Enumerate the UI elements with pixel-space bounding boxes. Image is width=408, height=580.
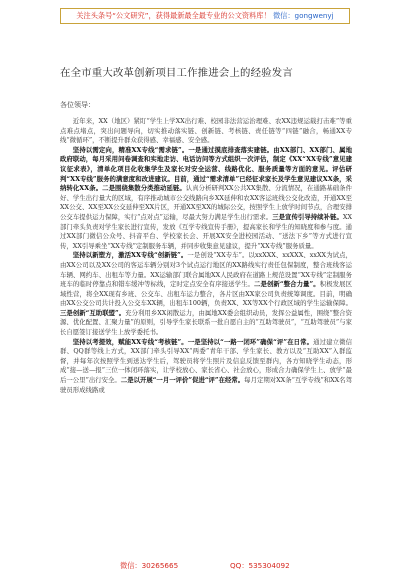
text-7: 通过建立微信群、QQ群等线上方式，XX部门牵头引导XX“两委”青年干部、学生家长、教方以及“互助XX”入群监督，并每年次按照学生到送达学生后，驾驶员将学生照片及信息反馈至群内，各方知晓学生动态，形成“接—送—报”三位一体闭环落实，让学校放心、家长省心、社会放心，形成合力确保学生上、放学“最后一公里”出行安全。 <box>60 337 352 385</box>
top-banner <box>60 8 350 24</box>
subheading-6: 一是坚持以“一路一闭环”确保“评”在日常。 <box>187 337 314 346</box>
heading-demand-chain: 坚持以需定向，精准XX专线“需求链”。 <box>72 145 189 154</box>
footer-qq: QQ：535304092 <box>230 561 290 570</box>
heading-innovation-chain: 坚持以新塑方，激活XX专线“创新链”。 <box>72 251 188 260</box>
banner-promo-text: 关注头条号“公文研究”，获得最新最全最专业的公文资料库！ <box>76 11 271 20</box>
paragraph-demand <box>60 146 352 252</box>
document-title: 在全市重大改革创新项目工作推进会上的经验发言 <box>60 67 293 79</box>
heading-assessment-chain: 坚持以考提效，赋能XX专线“考核链”。 <box>72 337 188 346</box>
subheading-1: 一是通过摸底排查落实建链。由XX部门、XX部门、属地政府联动，每月采用问卷调查和实地走访、电话访问等方式组织一次评估，制定《XX“XX专线”意见建议征求表》，清单化项目化收集学生及家长对安全运营、线路优化、服务质量等方面的意见。评估研判“XX专线”服务的满意度和改进建议。目前，通过“需求清单”已经征求家长及学生意见建议XX条，采纳转化XX条。 <box>60 145 352 193</box>
document-salutation: 各位领导： <box>60 101 95 109</box>
subheading-3: 三是宣传引导持续补链。 <box>272 212 343 221</box>
document-body <box>60 117 352 549</box>
text-5: 积极发展区域性营，将全XX现有乡班、公交车、出租车运力整合，各片区由XX家公司负责统筹调度。目前，明确由XX公交公司共计投入公交车XX辆，出租车100辆，负责XX、XX等XX个行政区域的学生运输保障。 <box>60 280 352 308</box>
footer-contact <box>60 560 350 572</box>
banner-wechat-id: 微信：gongwenyj <box>272 11 334 20</box>
subheading-7: 二是以开展“一月一评价”促进“评”在经常。 <box>120 376 245 385</box>
text-4: 一是创设“XX专车”。以xxXXX、xxXXX、xxXX为试点，由XX公司以及XX公司的客运车辆分别对3个试点运行地区的XX路线实行责任包保制度，整合班线客运车辆、网约车、出租车等力量。XX运输部门联合属地XX人民政府在道路上规范设置“XX专线”定制服务班车的临时停靠点和错车缓冲等标线，定时定点安全有序接送学生。 <box>60 251 352 289</box>
paragraph-intro: 近年来，XX（地区）紧盯“学生上学XX出行难、校园非法营运治理难、农XX违规运载打击难”等重点难点堵点，突出问题导向，切实推动落实链、创新链、考核链、责任链等“四链”融合，畅通XX专线“微循环”，不断提升群众获得感、幸福感、安全感。 <box>60 117 352 145</box>
subheading-2: 二是围绕集散分类推动延链。 <box>102 184 186 193</box>
text-2: 认真分析研判XX公共XX集散、分流情况，在通路基础条件好、学生出行量大的区域，有序推动城市公交线路向乡XX延伸和农XX客运班线公交化改造，开通XX至XX公交、XX至XX公交延伸至XX片区，开通XX至XX的城际公交，按照学生上放学时间节点，合理安排公交车提供运力保障，实行“点对点”运输，尽最大努力满足学生出行需求。 <box>60 184 352 221</box>
text-6: 充分利用乡XX闲散运力，由属地XX委会组织动员，发挥公益属性，围绕“整合资源、优化配置、汇聚力量”的原则，引导学生家长联系一批自愿自主的“互助驾驶员”，“互助驾驶员”与家长自愿签订接送学生上放学委托书。 <box>60 308 352 337</box>
footer-wechat: 微信：30265665 <box>120 561 179 570</box>
text-8: 每月定期对XX条“互学专线”和XX名驾驶员形成线路或 <box>60 376 352 394</box>
text-3: XX部门牵头负责对学生家长进行宣传，发放《互学专线宣传手册》，提高家长和学生的知晓度和参与度。通过XX部门微信公众号、抖音平台、学校家长会、开展XX安全进校园活动、“送法下乡”等方式进行宣传，XX引导乘坐“XX专线”定制服务车辆，并同步收集意见建议，提升“XX专线”服务质量。 <box>60 212 352 250</box>
paragraph-assessment <box>60 338 352 396</box>
subheading-5: 三是创新“互助联盟”。 <box>60 308 126 317</box>
subheading-4: 二是创新“整合力量”。 <box>254 280 320 289</box>
paragraph-innovation <box>60 251 352 337</box>
